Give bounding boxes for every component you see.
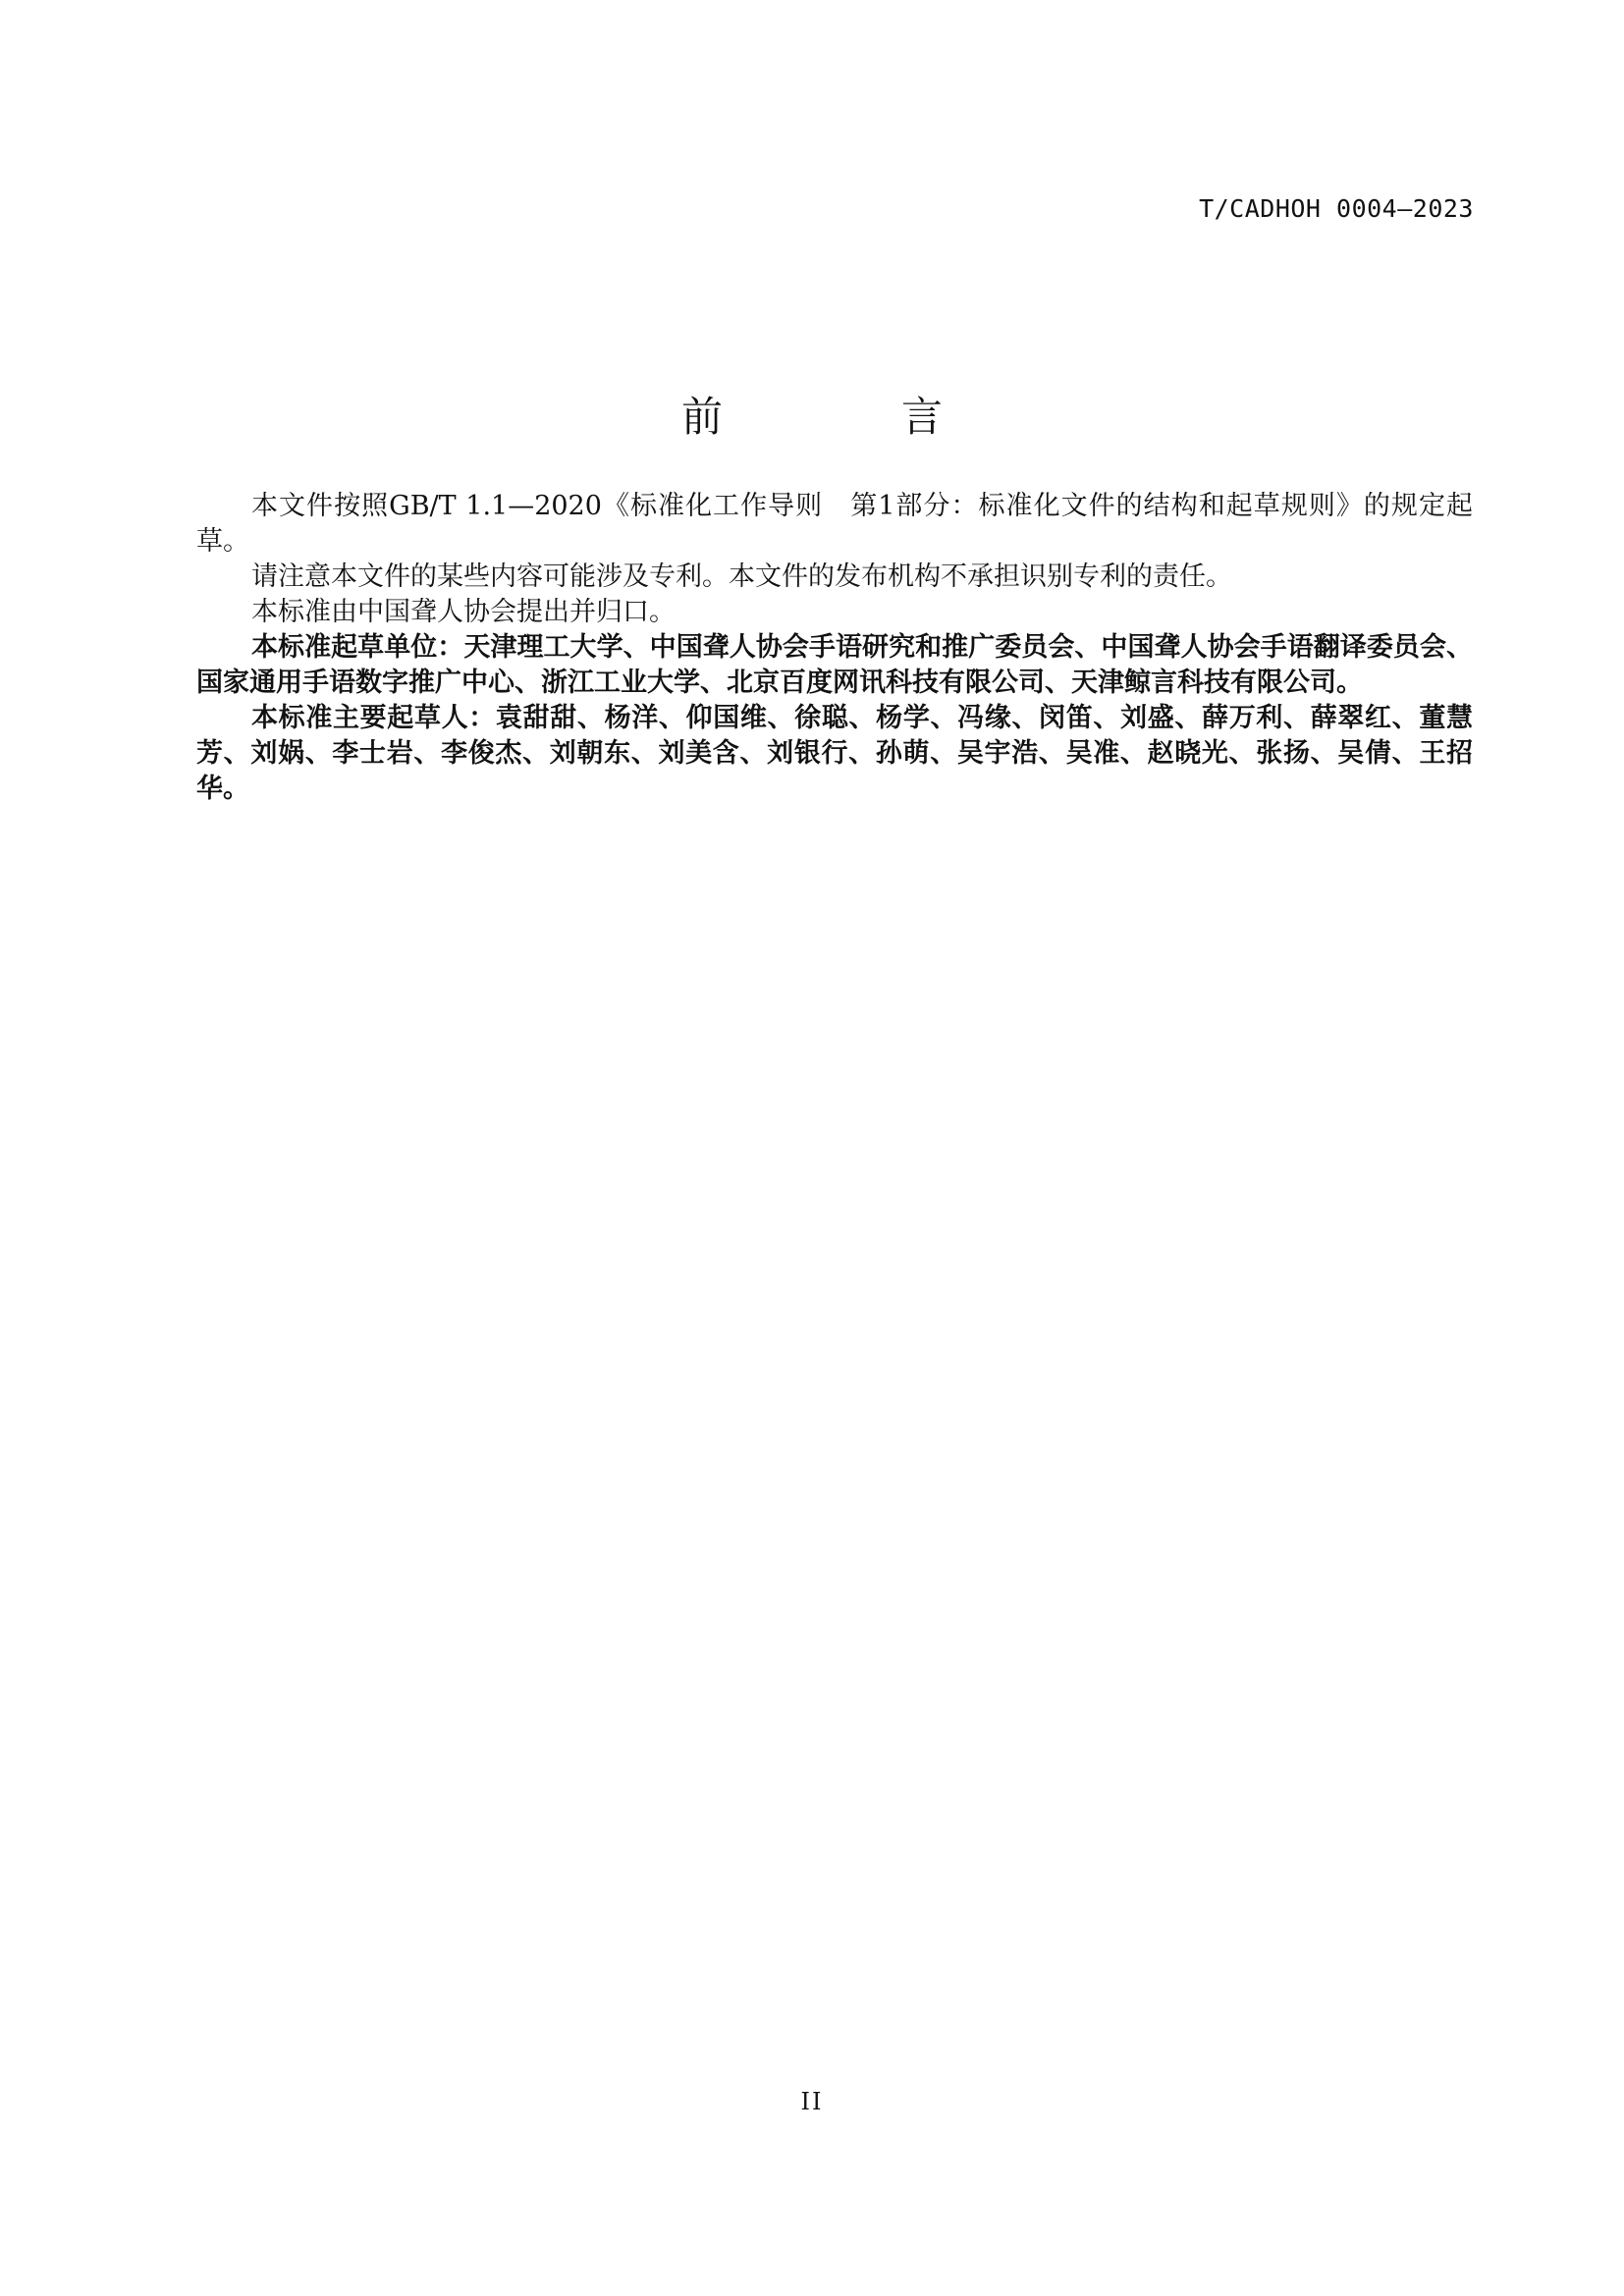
paragraph-drafting-rules: 本文件按照GB/T 1.1—2020《标准化工作导则 第1部分：标准化文件的结构和起草规则》的规定起草。	[196, 491, 1473, 557]
paragraph-drafting-units: 本标准起草单位：天津理工大学、中国聋人协会手语研究和推广委员会、中国聋人协会手语翻译委员会、国家通用手语数字推广中心、浙江工业大学、北京百度网讯科技有限公司、天津鲸言科技有限公司。	[196, 632, 1473, 698]
foreword-body	[196, 489, 1473, 807]
page-number: II	[800, 2088, 824, 2115]
page-title: 前 言	[680, 393, 1011, 441]
paragraph-proposer: 本标准由中国聋人协会提出并归口。	[251, 597, 676, 627]
paragraph-main-drafters: 本标准主要起草人：袁甜甜、杨洋、仰国维、徐聪、杨学、冯缘、闵笛、刘盛、薛万利、薛翠红、董慧芳、刘娲、李士岩、李俊杰、刘朝东、刘美含、刘银行、孙萌、吴宇浩、吴准、赵晓光、张扬、吴倩、王招华。	[196, 703, 1473, 804]
paragraph-patent-notice: 请注意本文件的某些内容可能涉及专利。本文件的发布机构不承担识别专利的责任。	[251, 561, 1232, 592]
standard-code: T/CADHOH 0004—2023	[1199, 194, 1474, 223]
